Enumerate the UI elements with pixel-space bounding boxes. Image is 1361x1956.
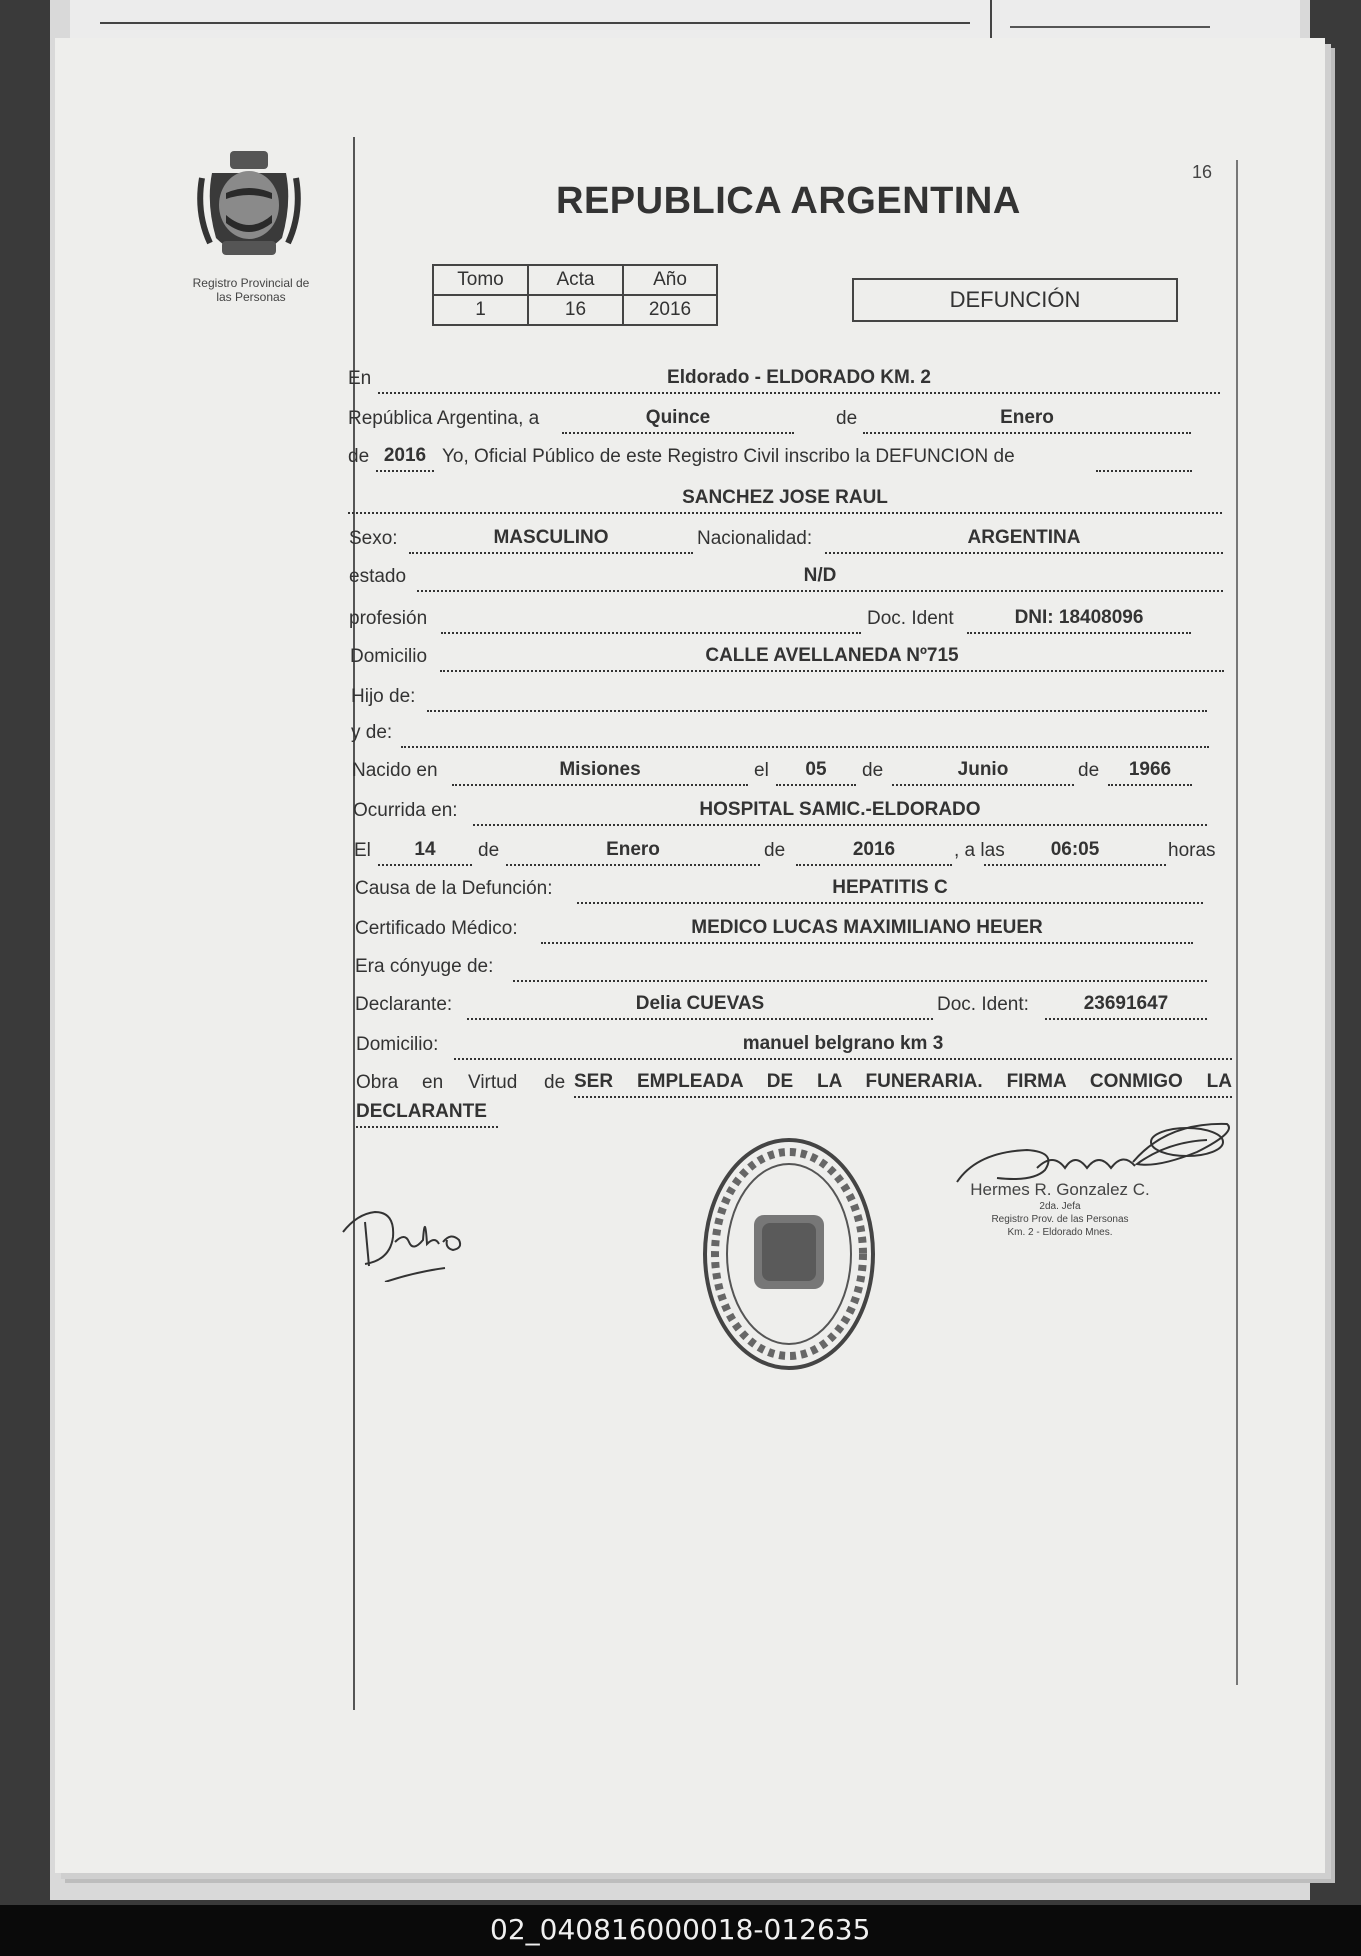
field-declarant-address: manuel belgrano km 3 xyxy=(454,1030,1232,1060)
field-profesion xyxy=(441,604,861,634)
line-occurred xyxy=(353,796,1207,828)
field-estado: N/D xyxy=(417,562,1223,592)
label-yo-text: Yo, Oficial Público de este Registro Civil inscribo la DEFUNCION de xyxy=(442,446,1015,467)
label-conyuge: Era cónyuge de: xyxy=(355,956,494,977)
label-de: de xyxy=(544,1072,566,1093)
line-profession-doc xyxy=(349,604,1223,636)
register-header-acta: Acta xyxy=(528,265,623,295)
label-en: En xyxy=(348,368,372,389)
line-domicilio xyxy=(350,642,1224,674)
line-birth xyxy=(352,756,1208,788)
label-declarante: Declarante: xyxy=(355,994,453,1015)
field-cause: HEPATITIS C xyxy=(577,874,1203,904)
act-type-box: DEFUNCIÓN xyxy=(852,278,1178,322)
label-obra: Obra xyxy=(356,1072,399,1093)
line-year xyxy=(348,442,1220,474)
line-y-de xyxy=(351,718,1209,750)
register-table xyxy=(432,264,718,326)
line-place xyxy=(348,364,1220,396)
field-death-time: 06:05 xyxy=(984,836,1166,866)
label-virtud: Virtud xyxy=(468,1072,518,1093)
label-de: de xyxy=(836,408,858,429)
footer-code: 02_040816000018-012635 xyxy=(490,1913,871,1946)
field-day-words: Quince xyxy=(562,404,794,434)
label-ocurrida-en: Ocurrida en: xyxy=(353,800,458,821)
label-estado: estado xyxy=(349,566,407,587)
line-basis xyxy=(356,1068,1232,1100)
provincia-de-misiones-seal-icon xyxy=(196,143,302,263)
label-el: El xyxy=(354,840,371,861)
label-certificado: Certificado Médico: xyxy=(355,918,518,939)
label-de: de xyxy=(348,446,370,467)
label-sexo: Sexo: xyxy=(349,528,398,549)
label-doc-ident: Doc. Ident xyxy=(867,608,954,629)
official-role: 2da. Jefa xyxy=(1039,1201,1081,1212)
field-blank xyxy=(1096,442,1192,472)
field-month: Enero xyxy=(863,404,1191,434)
document-title: REPUBLICA ARGENTINA xyxy=(556,180,1021,222)
field-spouse xyxy=(513,952,1207,982)
register-header-tomo: Tomo xyxy=(433,265,528,295)
line-spouse xyxy=(355,952,1207,984)
field-death-day: 14 xyxy=(378,836,472,866)
label-doc-ident: Doc. Ident: xyxy=(937,994,1029,1015)
field-y-de xyxy=(401,718,1209,748)
register-value-acta: 16 xyxy=(528,295,623,325)
field-birth-place: Misiones xyxy=(452,756,748,786)
field-place: Eldorado - ELDORADO KM. 2 xyxy=(378,364,1220,394)
line-date xyxy=(348,404,1220,436)
field-year: 2016 xyxy=(376,442,434,472)
label-a-las: , a las xyxy=(954,840,1005,861)
field-basis: SER EMPLEADA DE LA FUNERARIA. FIRMA CONMIGO LA xyxy=(574,1068,1232,1098)
declarant-signature-icon xyxy=(335,1192,500,1282)
label-horas: horas xyxy=(1168,840,1216,861)
label-en: en xyxy=(422,1072,444,1093)
official-stamp-icon xyxy=(700,1135,878,1373)
line-estado xyxy=(349,562,1223,594)
line-sex-nationality xyxy=(349,524,1223,556)
field-declarant-doc: 23691647 xyxy=(1045,990,1207,1020)
register-value-tomo: 1 xyxy=(433,295,528,325)
field-death-month: Enero xyxy=(506,836,760,866)
field-death-year: 2016 xyxy=(796,836,952,866)
official-name: Hermes R. Gonzalez C. xyxy=(970,1180,1150,1199)
line-name xyxy=(348,484,1222,516)
field-domicilio: CALLE AVELLANEDA Nº715 xyxy=(440,642,1224,672)
label-profesion: profesión xyxy=(349,608,428,629)
field-hijo-de xyxy=(427,682,1207,712)
label-nacionalidad: Nacionalidad: xyxy=(697,528,813,549)
field-birth-day: 05 xyxy=(776,756,856,786)
line-hijo-de xyxy=(351,682,1207,714)
line-cause xyxy=(355,874,1203,906)
field-sexo: MASCULINO xyxy=(409,524,693,554)
field-deceased-name: SANCHEZ JOSE RAUL xyxy=(348,484,1222,514)
page-number: 16 xyxy=(1192,162,1213,182)
field-nacionalidad: ARGENTINA xyxy=(825,524,1223,554)
field-declarant: Delia CUEVAS xyxy=(467,990,933,1020)
line-declarant xyxy=(355,990,1207,1022)
label-de: de xyxy=(1078,760,1100,781)
label-de: de xyxy=(862,760,884,781)
scan-footer xyxy=(0,1905,1361,1956)
field-basis-cont: DECLARANTE xyxy=(356,1098,498,1128)
official-place: Km. 2 - Eldorado Mnes. xyxy=(1007,1227,1113,1238)
label-nacido-en: Nacido en xyxy=(352,760,438,781)
line-basis-cont xyxy=(356,1098,556,1130)
line-death-date xyxy=(354,836,1218,868)
label-hijo-de: Hijo de: xyxy=(351,686,416,707)
official-block xyxy=(960,1180,1160,1239)
label-republica: República Argentina, a xyxy=(348,408,540,429)
register-value-ano: 2016 xyxy=(623,295,717,325)
label-domicilio: Domicilio: xyxy=(356,1034,439,1055)
label-de: de xyxy=(764,840,786,861)
margin-line-right xyxy=(1236,160,1238,1685)
line-certificate xyxy=(355,914,1193,946)
field-certificate: MEDICO LUCAS MAXIMILIANO HEUER xyxy=(541,914,1193,944)
label-el: el xyxy=(754,760,769,781)
label-domicilio: Domicilio xyxy=(350,646,428,667)
field-birth-month: Junio xyxy=(892,756,1074,786)
label-de: de xyxy=(478,840,500,861)
field-doc-ident: DNI: 18408096 xyxy=(967,604,1191,634)
register-header-ano: Año xyxy=(623,265,717,295)
field-birth-year: 1966 xyxy=(1108,756,1192,786)
label-causa: Causa de la Defunción: xyxy=(355,878,553,899)
label-y-de: y de: xyxy=(351,722,393,743)
official-office: Registro Prov. de las Personas xyxy=(991,1214,1129,1225)
line-declarant-address xyxy=(356,1030,1232,1062)
field-occurred-place: HOSPITAL SAMIC.-ELDORADO xyxy=(473,796,1207,826)
logo-caption: Registro Provincial de las Personas xyxy=(192,276,310,304)
